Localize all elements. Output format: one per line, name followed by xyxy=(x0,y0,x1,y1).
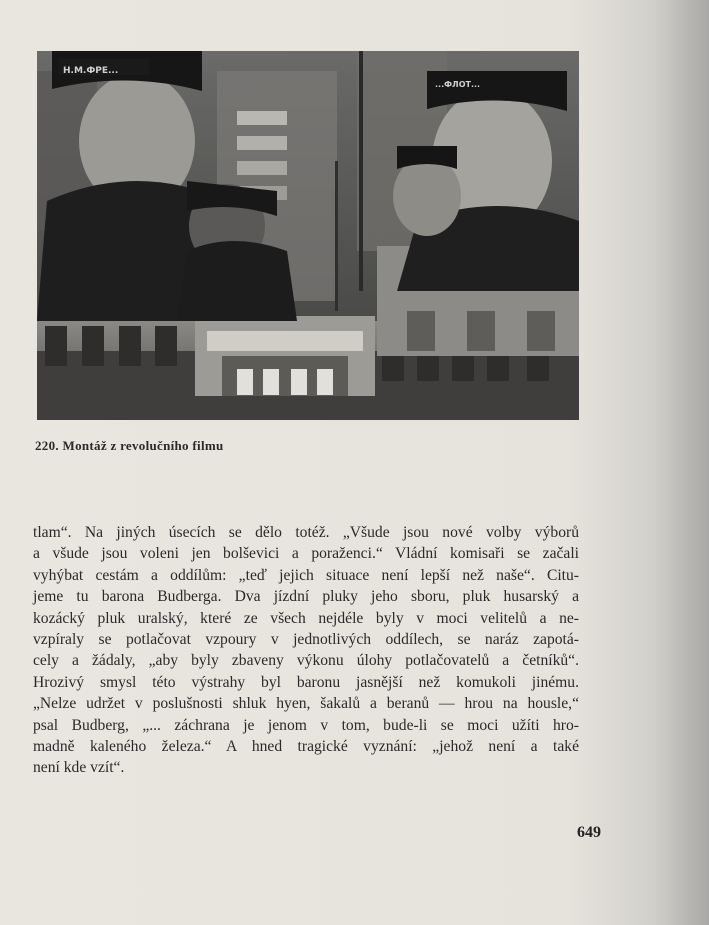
film-montage-photo xyxy=(37,51,579,420)
text-line: kozácký pluk uralský, které ze všech nejdéle byly v moci velitelů a ne- xyxy=(33,609,579,627)
text-line: není kde vzít“. xyxy=(33,759,125,777)
text-line: jeme tu barona Budberga. Dva jízdní pluky jeho sboru, pluk husarský a xyxy=(33,588,579,606)
body-text xyxy=(33,522,579,779)
text-line: cely a žádaly, „aby byly zbaveny výkonu úlohy potlačovatelů a četníků“. xyxy=(33,652,579,670)
text-line: psal Budberg, „... záchrana je jenom v tom, bude-li se moci užíti hro- xyxy=(33,716,579,734)
text-line: a všude jsou voleni jen bolševici a poraženci.“ Vládní komisaři se začali xyxy=(33,545,579,563)
text-line: vyhýbat cestám a oddílům: „teď jejich situace není lepší než naše“. Citu- xyxy=(33,566,579,584)
cap-ribbon-right: ...ФЛОТ... xyxy=(435,80,481,89)
text-line: tlam“. Na jiných úsecích se dělo totéž. „Všude jsou nové volby výborů xyxy=(33,524,579,541)
figure-caption: 220. Montáž z revolučního filmu xyxy=(35,438,224,453)
cap-ribbon-left: H.M.ФРЕ... xyxy=(63,66,119,76)
text-line: vzpíraly se potlačovat vzpoury v jednotlivých oddílech, se naráz zapotá- xyxy=(33,631,579,649)
text-line: „Nelze udržet v poslušnosti shluk hyen, šakalů a beranů — hrou na housle,“ xyxy=(33,695,579,713)
text-line: madně kaleného železa.“ A hned tragické vyznání: „jehož není a také xyxy=(33,738,579,756)
text-line: Hrozivý smysl této výstrahy byl baronu jasnější než komukoli jinému. xyxy=(33,673,579,691)
page-number: 649 xyxy=(577,824,601,841)
